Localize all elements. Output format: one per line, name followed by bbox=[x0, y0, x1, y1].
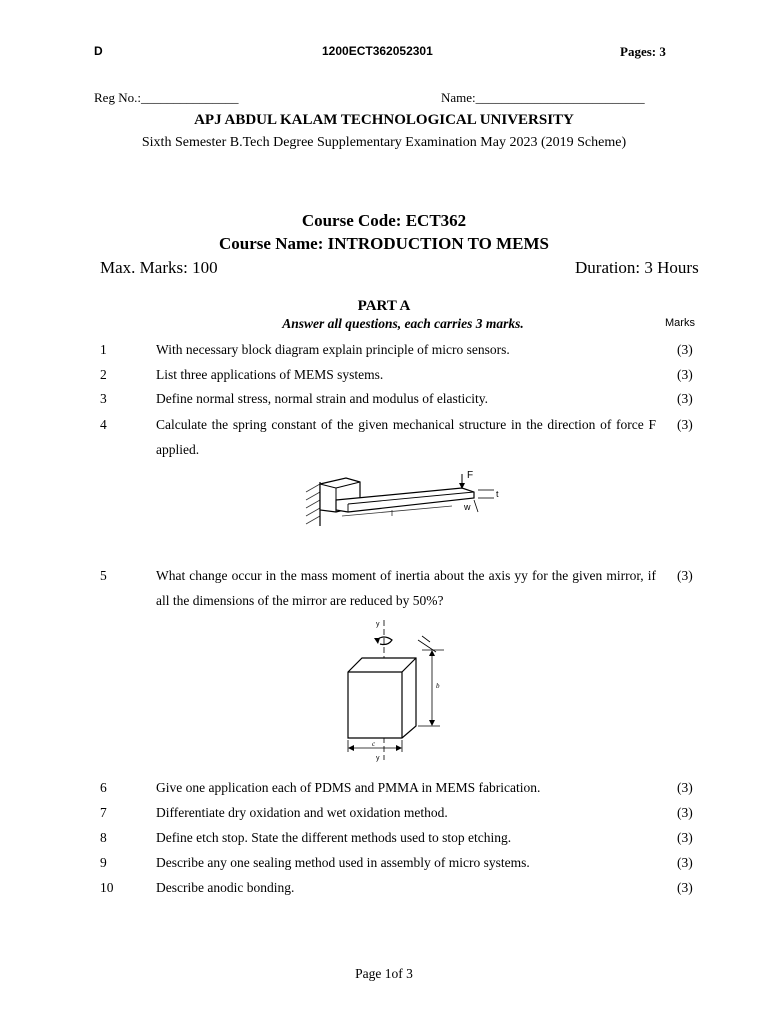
question-number: 8 bbox=[100, 830, 107, 845]
name-field: Name:__________________________ bbox=[441, 90, 645, 105]
question-marks: (3) bbox=[677, 417, 693, 432]
mirror-inertia-figure bbox=[318, 614, 493, 766]
university-title: APJ ABDUL KALAM TECHNOLOGICAL UNIVERSITY bbox=[194, 112, 574, 128]
page-count: Pages: 3 bbox=[620, 44, 666, 59]
question-marks: (3) bbox=[677, 805, 693, 820]
question-marks: (3) bbox=[677, 880, 693, 895]
exam-title: Sixth Semester B.Tech Degree Supplementary Examination May 2023 (2019 Scheme) bbox=[141, 135, 627, 150]
question-text: Describe any one sealing method used in assembly of micro systems. bbox=[156, 855, 530, 870]
reg-no-field: Reg No.:_______________ bbox=[94, 90, 239, 105]
cantilever-beam-figure bbox=[302, 466, 517, 532]
question-number: 2 bbox=[100, 367, 107, 382]
marks-column-label: Marks bbox=[665, 317, 695, 329]
axis-label-top: y bbox=[376, 621, 380, 628]
question-number: 3 bbox=[100, 391, 107, 406]
course-code: Course Code: ECT362 bbox=[301, 211, 467, 230]
question-marks: (3) bbox=[677, 780, 693, 795]
width-label: w bbox=[464, 502, 471, 512]
force-label: F bbox=[467, 470, 474, 481]
question-marks: (3) bbox=[677, 568, 693, 583]
question-text: List three applications of MEMS systems. bbox=[156, 367, 384, 382]
question-marks: (3) bbox=[677, 855, 693, 870]
set-code: D bbox=[94, 44, 103, 58]
question-text: Calculate the spring constant of the given mechanical structure in the direction of force F applied. bbox=[156, 417, 656, 457]
question-number: 9 bbox=[100, 855, 107, 870]
question-text: Differentiate dry oxidation and wet oxidation method. bbox=[156, 805, 448, 820]
question-number: 6 bbox=[100, 780, 107, 795]
thickness-label: t bbox=[496, 489, 499, 499]
height-label: b bbox=[436, 682, 440, 690]
width-c-label: c bbox=[372, 740, 376, 748]
question-marks: (3) bbox=[677, 367, 693, 382]
paper-code: 1200ECT362052301 bbox=[322, 44, 433, 58]
axis-label-bottom: y bbox=[376, 755, 380, 762]
question-number: 7 bbox=[100, 805, 107, 820]
question-number: 5 bbox=[100, 568, 107, 583]
page-footer: Page 1of 3 bbox=[355, 966, 413, 981]
question-marks: (3) bbox=[677, 830, 693, 845]
question-number: 1 bbox=[100, 342, 107, 357]
part-heading: PART A bbox=[357, 298, 411, 314]
question-number: 10 bbox=[100, 880, 114, 895]
question-text: Define normal stress, normal strain and modulus of elasticity. bbox=[156, 391, 489, 406]
course-name: Course Name: INTRODUCTION TO MEMS bbox=[219, 234, 549, 253]
part-instruction: Answer all questions, each carries 3 marks. bbox=[282, 316, 524, 331]
question-text: What change occur in the mass moment of inertia about the axis yy for the given mirror, if all the dimensions of the mirror are reduced by 50%? bbox=[156, 568, 656, 608]
duration: Duration: 3 Hours bbox=[575, 258, 699, 277]
question-text: Give one application each of PDMS and PMMA in MEMS fabrication. bbox=[156, 780, 541, 795]
question-marks: (3) bbox=[677, 391, 693, 406]
question-text: Describe anodic bonding. bbox=[156, 880, 295, 895]
question-number: 4 bbox=[100, 417, 107, 432]
max-marks: Max. Marks: 100 bbox=[100, 258, 218, 277]
question-text: Define etch stop. State the different methods used to stop etching. bbox=[156, 830, 512, 845]
question-marks: (3) bbox=[677, 342, 693, 357]
question-text: With necessary block diagram explain principle of micro sensors. bbox=[156, 342, 510, 357]
